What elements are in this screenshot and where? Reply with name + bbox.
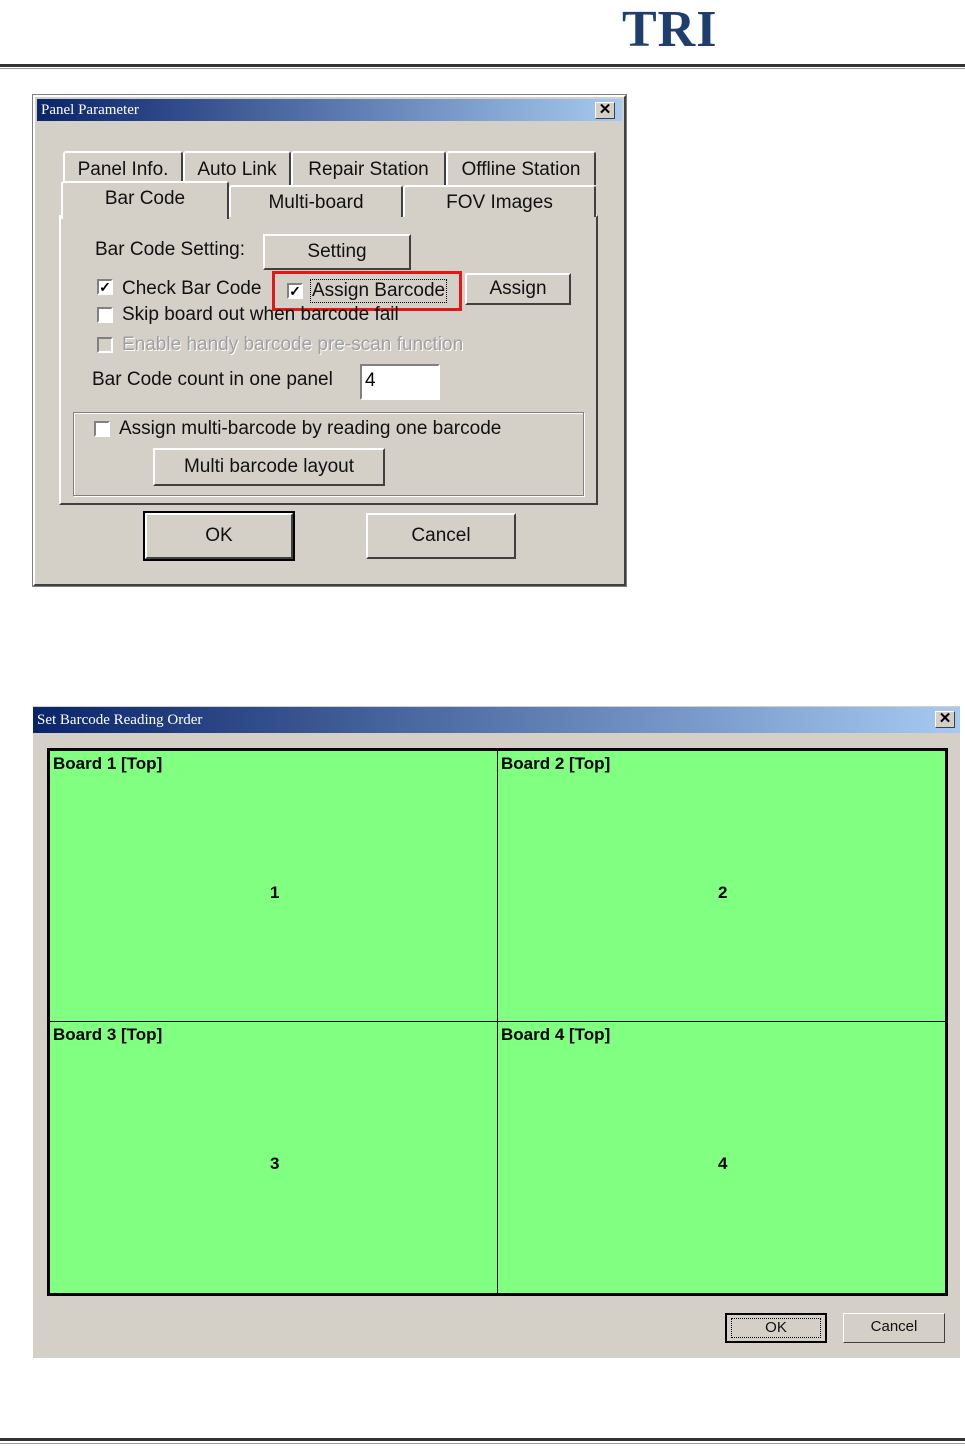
footer-rule	[0, 1438, 965, 1441]
header-rule	[0, 64, 965, 67]
tab-label: Bar Code	[104, 188, 186, 209]
setting-button[interactable]	[263, 234, 411, 270]
tab-fov-images[interactable]	[403, 185, 596, 217]
multi-barcode-layout-label: Multi barcode layout	[183, 456, 355, 477]
skip-board-out-label: Skip board out when barcode fail	[122, 304, 399, 325]
board-order-number: 4	[718, 1154, 728, 1173]
board-cell[interactable]	[49, 750, 498, 1022]
order-cancel-button[interactable]	[843, 1313, 945, 1343]
setting-button-label: Setting	[307, 241, 367, 262]
reading-order-titlebar[interactable]	[33, 707, 960, 733]
check-bar-code-checkbox[interactable]: ✓	[97, 279, 113, 295]
assign-button-label: Assign	[489, 278, 547, 299]
board-cell[interactable]	[497, 1021, 946, 1294]
barcode-reading-order-dialog	[33, 706, 960, 1358]
tri-logo: TRI	[622, 1, 718, 58]
board-order-number: 3	[270, 1154, 280, 1173]
panel-parameter-title: Panel Parameter	[41, 102, 139, 118]
reading-order-title: Set Barcode Reading Order	[37, 712, 203, 728]
order-cancel-label: Cancel	[870, 1318, 918, 1335]
assign-barcode-label: Assign Barcode	[312, 280, 446, 301]
close-icon[interactable]: ✕	[935, 711, 955, 728]
boards-grid	[47, 748, 948, 1296]
board-title: Board 1 [Top]	[53, 754, 163, 773]
bar-code-setting-label: Bar Code Setting:	[95, 239, 245, 260]
multi-barcode-layout-button[interactable]	[153, 448, 385, 486]
assign-barcode-checkbox[interactable]: ✓	[287, 283, 303, 299]
tab-bar-code[interactable]	[61, 181, 229, 219]
order-ok-label: OK	[765, 1319, 787, 1336]
board-order-number: 1	[270, 883, 280, 902]
check-bar-code-label: Check Bar Code	[122, 278, 262, 299]
ok-button[interactable]	[145, 513, 293, 559]
cancel-button-label: Cancel	[411, 525, 471, 546]
tab-multi-board[interactable]	[229, 185, 403, 217]
board-title: Board 3 [Top]	[53, 1025, 163, 1044]
focus-rect	[731, 1318, 821, 1338]
bar-code-count-label: Bar Code count in one panel	[92, 369, 333, 390]
assign-multi-barcode-checkbox[interactable]	[94, 421, 110, 437]
board-cell[interactable]	[49, 1021, 498, 1294]
tab-label: FOV Images	[446, 192, 553, 213]
tab-repair-station[interactable]	[291, 151, 446, 185]
tab-label: Panel Info.	[77, 159, 169, 180]
board-title: Board 4 [Top]	[501, 1025, 611, 1044]
cancel-button[interactable]	[366, 513, 516, 559]
board-title: Board 2 [Top]	[501, 754, 611, 773]
bar-code-count-input[interactable]: 4	[360, 364, 440, 400]
board-order-number: 2	[718, 883, 728, 902]
footer-rule-thin	[0, 1443, 965, 1444]
assign-multi-barcode-label: Assign multi-barcode by reading one barcode	[119, 418, 502, 439]
skip-board-out-checkbox[interactable]	[97, 307, 113, 323]
assign-button[interactable]	[465, 273, 571, 305]
tab-label: Auto Link	[197, 159, 277, 180]
tab-panel-info[interactable]	[63, 151, 183, 185]
tab-label: Multi-board	[268, 192, 364, 213]
enable-handy-label: Enable handy barcode pre-scan function	[122, 334, 464, 355]
tab-label: Offline Station	[461, 159, 581, 180]
order-ok-button[interactable]	[725, 1313, 827, 1343]
close-icon[interactable]: ✕	[595, 102, 615, 119]
panel-parameter-dialog	[33, 95, 626, 586]
ok-button-label: OK	[205, 525, 233, 546]
header-rule-thin	[0, 68, 965, 69]
panel-parameter-titlebar[interactable]	[37, 99, 622, 121]
tab-label: Repair Station	[308, 159, 429, 180]
enable-handy-checkbox[interactable]	[97, 337, 113, 353]
board-cell[interactable]	[497, 750, 946, 1022]
tab-auto-link[interactable]	[183, 151, 291, 185]
tab-offline-station[interactable]	[446, 151, 596, 185]
